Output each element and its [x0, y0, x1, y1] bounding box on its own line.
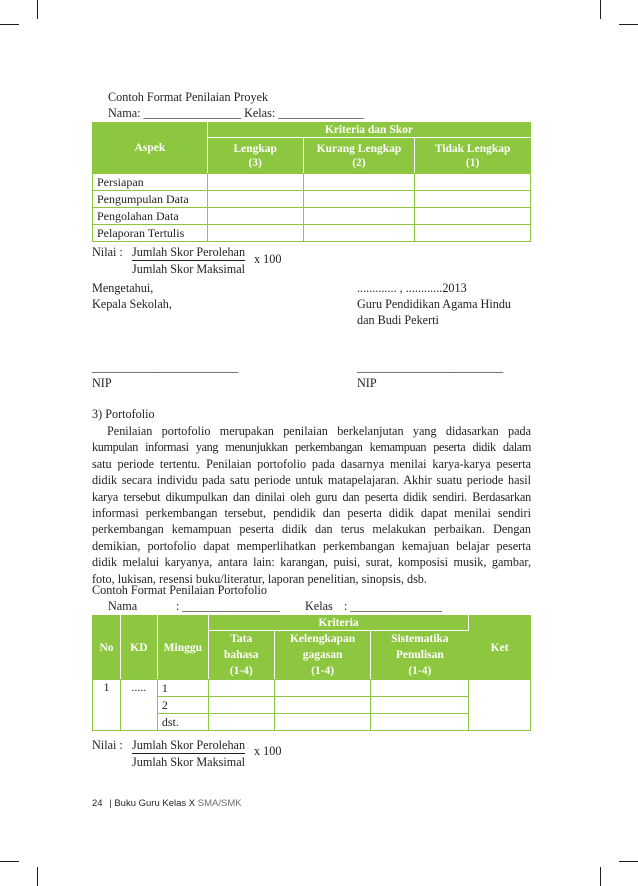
crop-mark: [0, 24, 19, 25]
kelengkapan-header: Kelengkapan gagasan (1-4): [274, 631, 371, 680]
paragraph-line: demikian, portofolio dapat memperlihatkan perkembangan kemajuan belajar peserta: [92, 538, 531, 553]
paragraph-line: satu periode tertentu. Penilaian portofolio pada dasarnya menilai karya-karya peserta: [92, 456, 531, 471]
portofolio-title: Contoh Format Penilaian Portofolio: [92, 583, 268, 597]
portofolio-kelas-label: Kelas: [305, 599, 333, 613]
guru-label-2: dan Budi Pekerti: [357, 313, 439, 327]
nilai-label: Nilai :: [92, 245, 123, 259]
formula-multiplier: x 100: [254, 744, 282, 758]
book-title: | Buku Guru Kelas X: [109, 798, 196, 809]
proyek-title: Contoh Format Penilaian Proyek: [108, 90, 269, 104]
nip-left: NIP: [92, 376, 112, 390]
table-row: Pelaporan Tertulis: [93, 225, 208, 242]
book-level: SMA/SMK: [197, 798, 242, 809]
page-footer: [92, 798, 242, 809]
portofolio-name-label: Nama: [108, 599, 138, 613]
page-number: 24: [92, 798, 103, 809]
formula-denominator: Jumlah Skor Maksimal: [132, 755, 246, 769]
paragraph-line: Penilaian portofolio merupakan penilaian berkelanjutan yang didasarkan pada: [107, 424, 531, 438]
week-cell: dst.: [157, 714, 208, 731]
crop-mark: [0, 861, 19, 862]
portofolio-paragraph: [92, 423, 531, 587]
formula-denominator: Jumlah Skor Maksimal: [132, 262, 246, 276]
formula-multiplier: x 100: [254, 252, 282, 266]
portofolio-name-line: : ________________: [176, 599, 280, 613]
crop-mark: [600, 867, 601, 886]
signature-line-left: ________________________: [92, 360, 239, 374]
kurang-lengkap-header: Kurang Lengkap (2): [303, 138, 415, 174]
kd-header: KD: [120, 616, 157, 680]
guru-label: Guru Pendidikan Agama Hindu: [357, 297, 512, 311]
crop-mark: [619, 861, 638, 862]
week-cell: 1: [157, 680, 208, 697]
nip-right: NIP: [357, 376, 377, 390]
formula-numerator: Jumlah Skor Perolehan: [132, 738, 246, 752]
nilai-label: Nilai :: [92, 738, 123, 752]
crop-mark: [37, 867, 38, 886]
date-line: ............. , ............2013: [357, 281, 467, 295]
lengkap-header: Lengkap (3): [207, 138, 303, 174]
crop-mark: [619, 24, 638, 25]
no-header: No: [93, 616, 121, 680]
portofolio-kelas-line: : _______________: [344, 599, 442, 613]
aspek-header: Aspek: [93, 123, 208, 174]
paragraph-line: karya tersebut dikumpulkan dan dinilai oleh guru dan peserta didik sendiri. Berdasarkan: [92, 489, 531, 504]
paragraph-line: informasi perkembangan tersebut, pendidik dan peserta didik dapat menilai sendiri: [92, 506, 531, 521]
row-no: 1: [93, 680, 121, 731]
paragraph-line: didik melalui karyanya, antara lain: karangan, puisi, surat, komposisi musik, gambar,: [92, 555, 531, 570]
signature-line-right: ________________________: [357, 360, 504, 374]
formula-numerator: Jumlah Skor Perolehan: [132, 245, 246, 259]
portofolio-table: [92, 615, 531, 731]
crop-mark: [600, 0, 601, 19]
kriteria-header: Kriteria dan Skor: [207, 123, 530, 138]
table-row: Pengumpulan Data: [93, 191, 208, 208]
table-row: Persiapan: [93, 174, 208, 191]
row-kd: .....: [120, 680, 157, 731]
ket-header: Ket: [469, 616, 531, 680]
proyek-name-line: Nama: ________________ Kelas: ______________: [108, 106, 364, 120]
kepala-sekolah-label: Kepala Sekolah,: [92, 297, 172, 311]
proyek-table: [92, 122, 531, 242]
paragraph-line: perkembangan kemampuan peserta didik dan terus melakukan perbaikan. Dengan: [92, 522, 531, 537]
paragraph-line: kumpulan informasi yang menunjukkan perkembangan kemampuan peserta didik dalam: [92, 440, 531, 455]
portofolio-heading: 3) Portofolio: [92, 407, 155, 421]
kriteria-header: Kriteria: [208, 616, 468, 631]
minggu-header: Minggu: [157, 616, 208, 680]
table-row: Pengolahan Data: [93, 208, 208, 225]
crop-mark: [37, 0, 38, 19]
tata-bahasa-header: Tata bahasa (1-4): [208, 631, 274, 680]
paragraph-line: foto, lukisan, resensi buku/literatur, laporan penelitian, sinopsis, dsb.: [92, 571, 427, 586]
paragraph-line: didik secara individu pada satu periode untuk matapelajaran. Akhir suatu periode hasil: [92, 473, 531, 488]
tidak-lengkap-header: Tidak Lengkap (1): [415, 138, 531, 174]
sistematika-header: Sistematika Penulisan (1-4): [371, 631, 469, 680]
mengetahui-label: Mengetahui,: [92, 281, 154, 295]
week-cell: 2: [157, 697, 208, 714]
